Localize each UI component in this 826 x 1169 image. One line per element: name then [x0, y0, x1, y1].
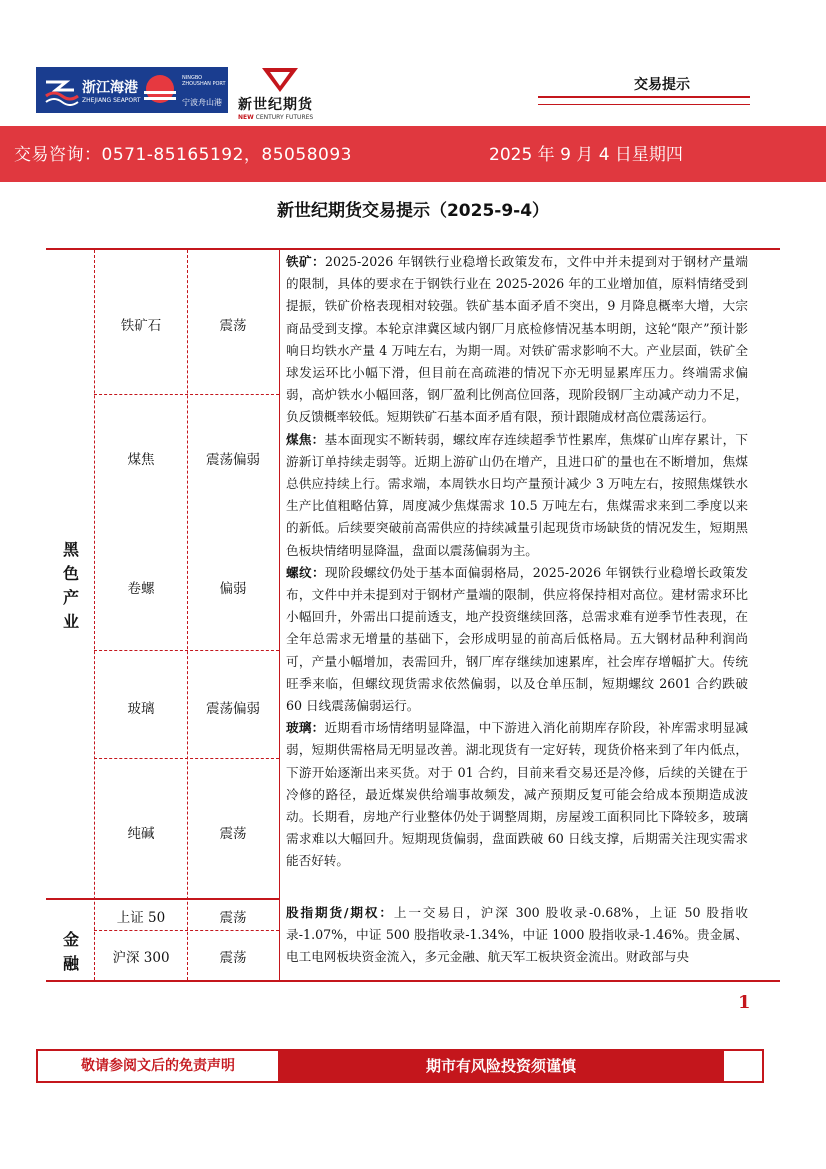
ningbo-logo-en: NINGBO ZHOUSHAN PORT — [182, 75, 226, 87]
row-trend: 震荡 — [219, 826, 247, 842]
text-column-divider — [279, 250, 280, 980]
row-trend: 震荡偏弱 — [206, 452, 260, 468]
row-divider — [94, 650, 279, 651]
row-trend: 震荡 — [219, 950, 247, 966]
report-date: 2025 年 9 月 4 日星期四 — [489, 145, 683, 165]
header-label: 交易提示 — [634, 77, 690, 93]
row-name: 纯碱 — [127, 826, 155, 842]
zhejiang-logo-en: ZHEJIANG SEAPORT — [82, 97, 141, 104]
row-trend: 震荡偏弱 — [206, 701, 260, 717]
table-top-rule — [46, 248, 780, 250]
row-name: 沪深 300 — [112, 950, 170, 966]
row-divider — [94, 930, 279, 931]
column-divider — [94, 250, 95, 980]
new-century-logo-en: NEW CENTURY FUTURES — [238, 114, 314, 121]
commentary-column — [286, 251, 748, 873]
header-rule — [538, 96, 750, 98]
category-black-industry: 黑色产业 — [62, 540, 79, 631]
row-name: 卷螺 — [127, 581, 155, 597]
paragraph-iron-ore: 铁矿：2025-2026 年钢铁行业稳增长政策发布，文件中并未提到对于钢材产量端的限制，具体的要求在于钢铁行业在 2025-2026 年的工业增加值，原料情绪受到提振，铁矿价格表现相对较强。铁矿基本面矛盾不突出，9 月降息概率大增，大宗商品受到支撑。本轮京津冀区域内钢厂月底检修情况基本明朗，这轮“限产”预计影响日均铁水产量 4 万吨左右，为期一周。对铁矿需求影响不大。产业层面，铁矿全球发运环比小幅下滑，但目前在高疏港的情况下亦无明显累库压力。终端需求偏弱，高炉铁水小幅回落，钢厂盈利比例高位回落，现阶段钢厂主动减产动力不足，负反馈概率较低。短期铁矿石基本面矛盾有限，预计跟随成材高位震荡运行。 — [286, 254, 749, 425]
column-divider — [187, 250, 188, 980]
paragraph-rebar: 螺纹：现阶段螺纹仍处于基本面偏弱格局，2025-2026 年钢铁行业稳增长政策发布，文件中并未提到对于钢材产量端的限制，供应将保持相对高位。建材需求环比小幅回升，外需出口提前透支，地产投资继续回落，总需求难有逆季节性表现，在全年总需求无增量的基础下，会形成明显的前高后低格局。五大钢材品种利润尚可，产量小幅增加，表需回升，钢厂库存继续加速累库，社会库存增幅扩大。传统旺季来临，但螺纹现货需求依然偏弱，以及仓单压制，短期螺纹 2601 合约跌破 60 日线震荡偏弱运行。 — [286, 564, 749, 714]
zhejiang-logo-cn: 浙江海港 — [82, 80, 138, 96]
paragraph-glass: 玻璃：近期看市场情绪明显降温，中下游进入消化前期库存阶段，补库需求明显减弱，短期供需格局无明显改善。湖北现货有一定好转，现货价格来到了年内低点，下游开始逐渐出来买货。对于 01 合约，目前来看交易还是冷修，后续的关键在于冷修的路径，最近煤炭供给端事故频发，减产预期反复可能会给成本预期造成波动。长期看，房地产行业整体仍处于调整周期，房屋竣工面积同比下降较多，玻璃需求难以大幅回升。短期现货偏弱，盘面跌破 60 日线支撑，后期需关注现实需求能否好转。 — [286, 720, 749, 869]
table-bottom-rule — [46, 980, 780, 982]
row-name: 上证 50 — [116, 910, 166, 926]
seaport-wave-icon — [44, 74, 80, 106]
contact-band — [0, 126, 826, 182]
ningbo-logo-cn: 宁波舟山港 — [182, 98, 222, 107]
row-divider — [94, 758, 279, 759]
consult-phone: 交易咨询：0571-85165192，85058093 — [14, 145, 352, 165]
new-century-logo-cn: 新世纪期货 — [238, 97, 313, 113]
category-finance: 金融 — [62, 930, 79, 973]
new-century-logo — [238, 66, 314, 126]
page-title: 新世纪期货交易提示（2025-9-4） — [276, 201, 550, 221]
footer-box — [36, 1049, 764, 1083]
row-name: 煤焦 — [127, 452, 155, 468]
commentary-finance — [286, 902, 748, 969]
page-number: 1 — [738, 992, 751, 1013]
row-trend: 偏弱 — [219, 581, 247, 597]
paragraph-index-futures: 股指期货/期权：上一交易日，沪深 300 股收录-0.68%，上证 50 股指收录-1.07%，中证 500 股指收录-1.34%，中证 1000 股指收录-1.46%。贵金属、电工电网板块资金流入，多元金融、航天军工板块资金流出。财政部与央 — [286, 905, 748, 965]
disclaimer-note: 敬请参阅文后的免责声明 — [38, 1051, 278, 1081]
row-name: 铁矿石 — [120, 318, 162, 334]
zhejiang-seaport-logo — [36, 67, 228, 113]
row-trend: 震荡 — [219, 318, 247, 334]
new-century-mark-icon — [260, 66, 300, 94]
category-separator — [46, 898, 280, 900]
ningbo-port-sun-icon — [140, 73, 180, 107]
header-rule-thin — [538, 104, 750, 105]
paragraph-coke: 煤焦：基本面现实不断转弱，螺纹库存连续超季节性累库，焦煤矿山库存累计，下游新订单持续走弱等。近期上游矿山仍在增产，且进口矿的量也在不断增加，焦煤总供应持续上行。需求端，本周铁水日均产量预计减少 3 万吨左右，按照焦煤铁水生产比值粗略估算，周度减少焦煤需求 10.5 万吨左右，焦煤需求来到二季度以来的新低。后续要突破前高需供应的持续减量引起现货市场缺货的情况发生，短期黑色板块情绪明显降温，盘面以震荡偏弱为主。 — [286, 431, 749, 558]
row-trend: 震荡 — [219, 910, 247, 926]
row-name: 玻璃 — [127, 701, 155, 717]
row-divider — [94, 394, 279, 395]
risk-warning: 期市有风险投资须谨慎 — [278, 1051, 724, 1081]
